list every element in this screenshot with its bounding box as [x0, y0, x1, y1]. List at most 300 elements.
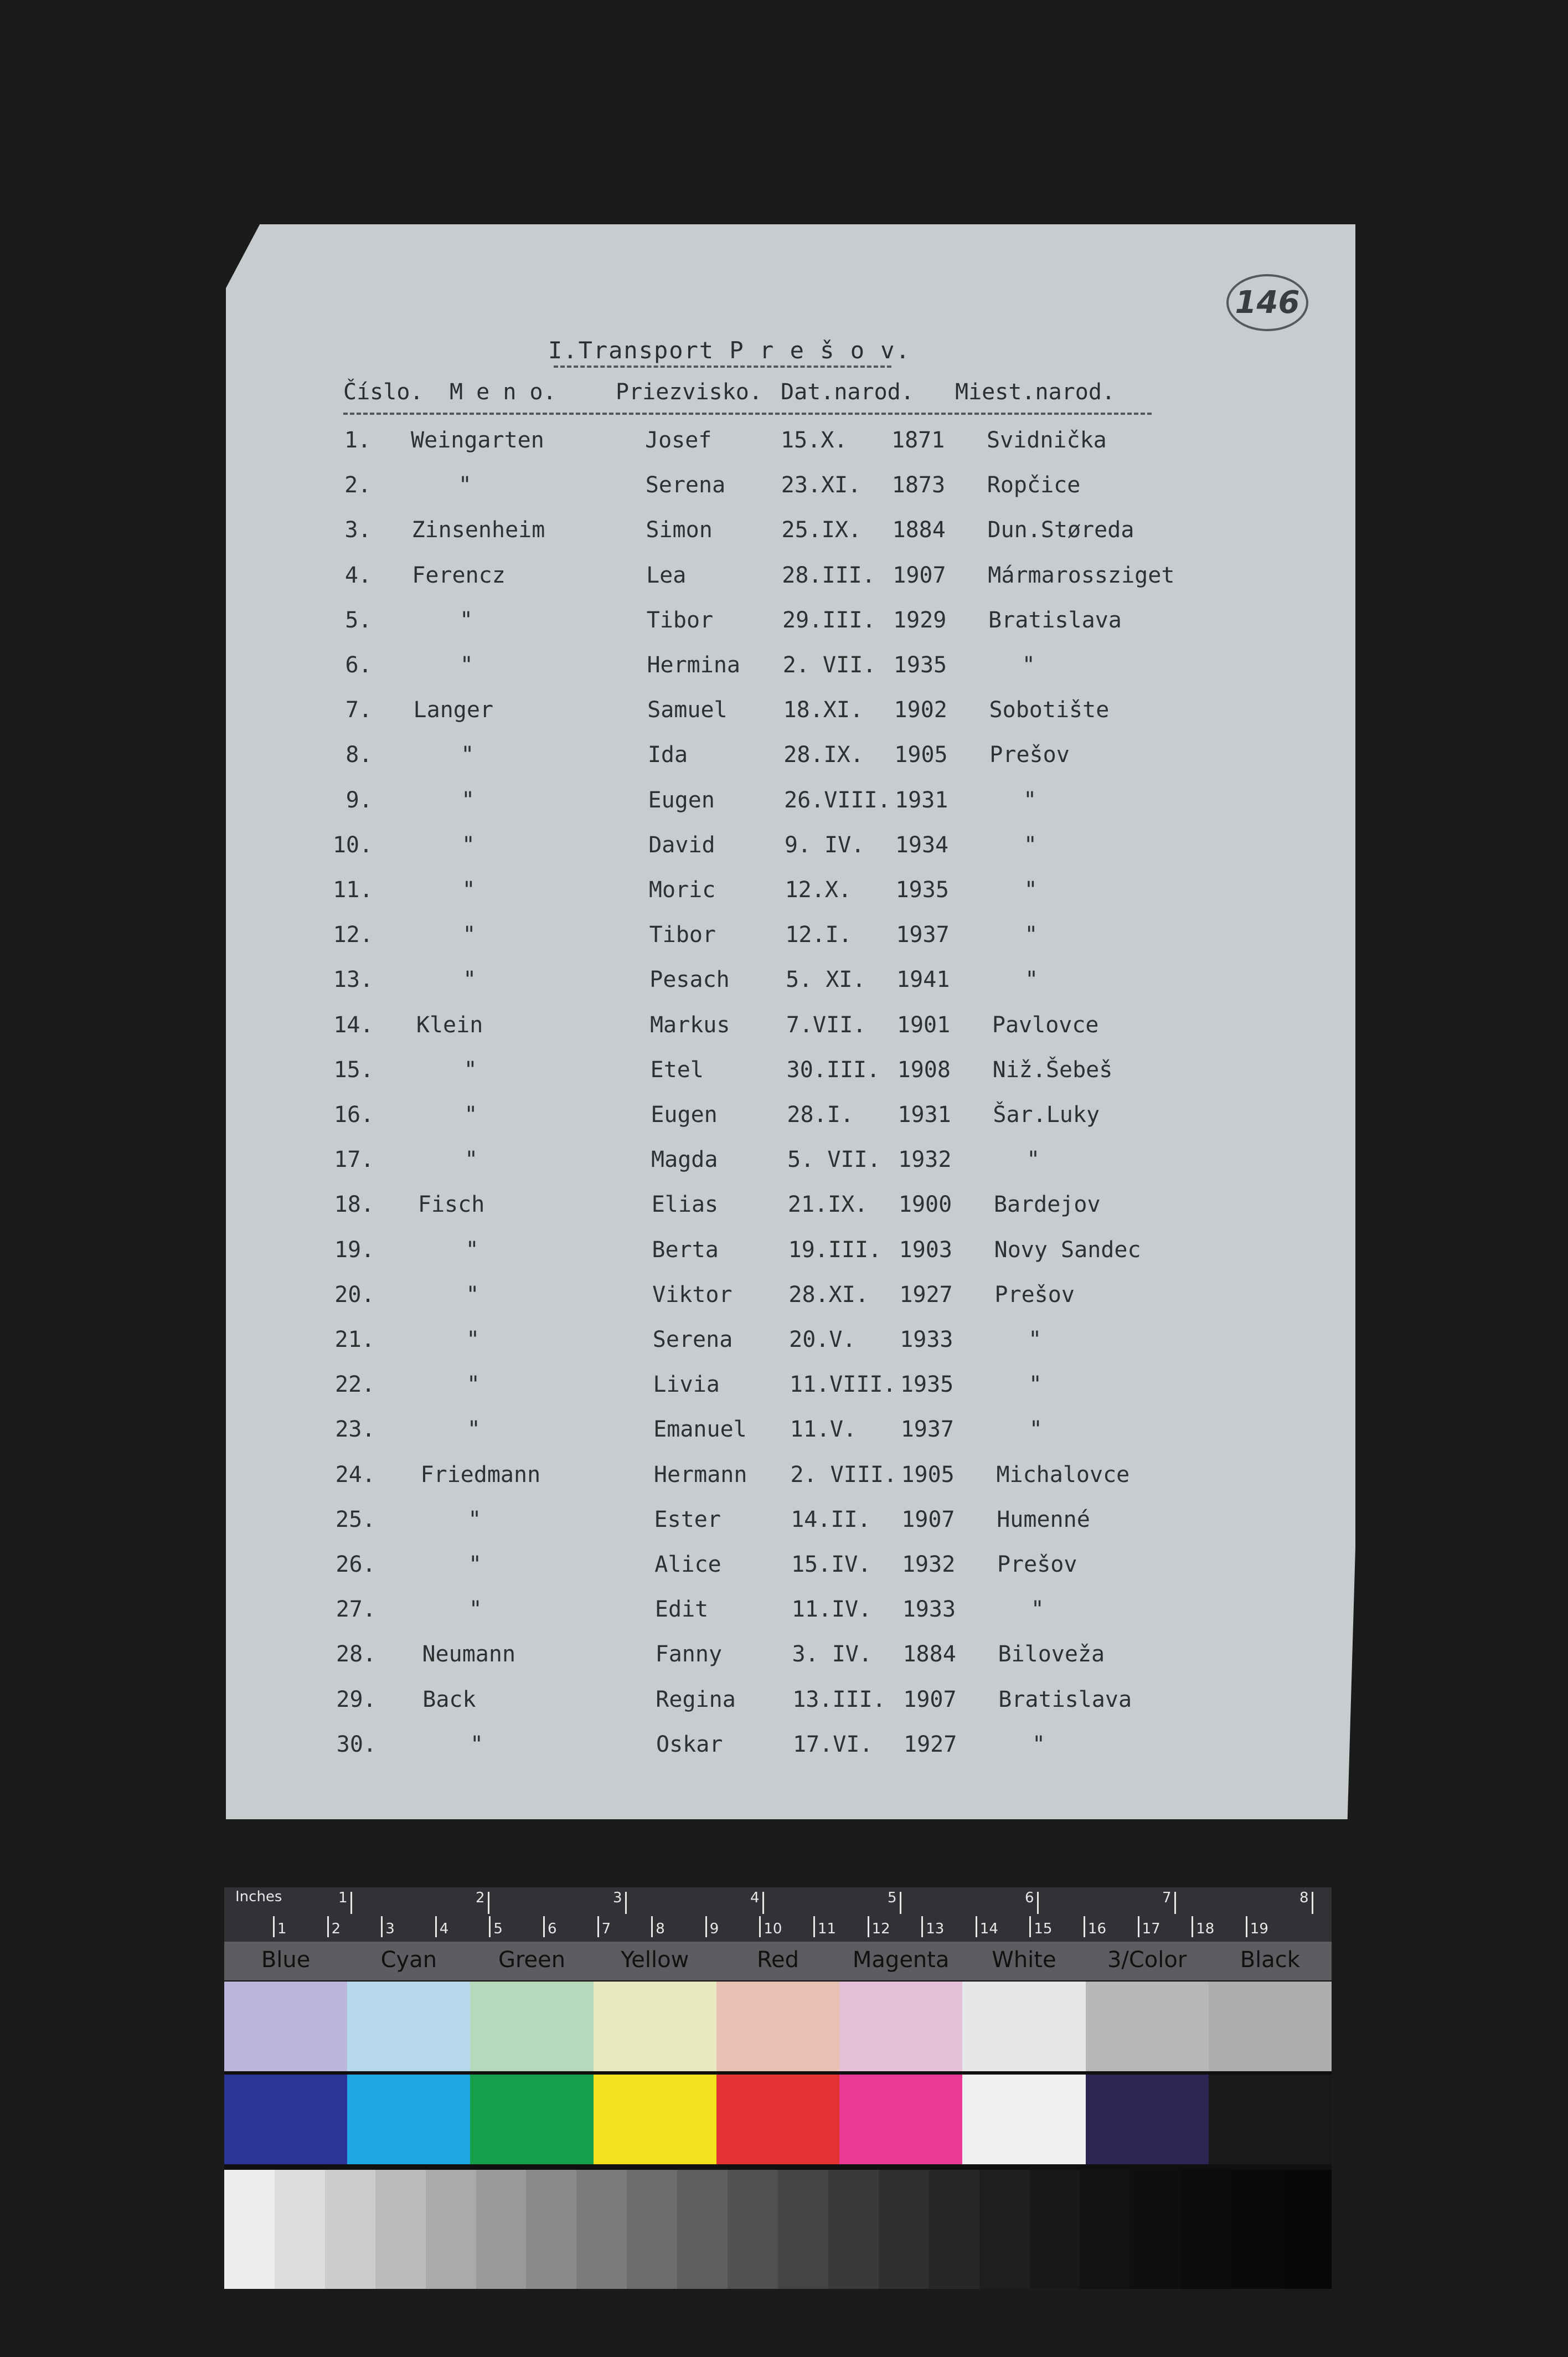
light-color-patch — [470, 1982, 593, 2071]
patch-label: 3/Color — [1107, 1947, 1187, 1973]
table-row — [0, 428, 1568, 466]
cell-year: 1933 — [900, 1327, 953, 1352]
cm-number: 10 — [764, 1921, 782, 1937]
cell-year: 1873 — [891, 472, 946, 498]
table-row — [0, 1282, 1568, 1321]
light-color-patch — [594, 1982, 716, 2071]
cm-number: 4 — [439, 1921, 449, 1937]
cell-surname: " — [465, 1147, 478, 1173]
table-row — [0, 967, 1568, 1006]
table-row — [0, 877, 1568, 916]
cell-num: 24. — [335, 1461, 375, 1488]
cell-date: 25.IX. — [781, 517, 862, 543]
table-row — [0, 1687, 1568, 1726]
cell-num: 15. — [333, 1057, 374, 1083]
cell-surname: " — [466, 1282, 479, 1308]
inch-number: 5 — [888, 1890, 897, 1906]
cm-tick — [705, 1916, 707, 1937]
cell-place: Novy Sandec — [994, 1237, 1141, 1263]
cell-place: Svidnička — [987, 428, 1107, 453]
cell-given: Tibor — [646, 607, 714, 633]
light-patch-row — [224, 1982, 1332, 2071]
strong-color-patch — [1086, 2075, 1209, 2164]
cell-surname: " — [461, 787, 475, 813]
cell-num: 30. — [336, 1731, 376, 1757]
cell-year: 1934 — [895, 832, 949, 858]
light-color-patch — [839, 1982, 962, 2071]
cell-given: Livia — [653, 1372, 720, 1398]
cell-num: 16. — [333, 1102, 374, 1128]
cell-year: 1937 — [900, 1417, 955, 1443]
cell-given: Oskar — [656, 1731, 723, 1757]
cell-surname: " — [464, 1102, 478, 1128]
cell-surname: Langer — [413, 697, 494, 723]
cell-num: 13. — [333, 967, 374, 993]
table-row — [0, 652, 1568, 691]
strong-color-patch — [224, 2075, 347, 2164]
cell-date: 28.I. — [787, 1102, 854, 1128]
grey-patch — [828, 2170, 879, 2289]
cell-year: 1931 — [895, 787, 948, 813]
cell-date: 3. IV. — [792, 1641, 872, 1668]
cell-year: 1935 — [900, 1372, 954, 1398]
cell-date: 11.V. — [790, 1417, 857, 1443]
table-row — [0, 1327, 1568, 1366]
cell-given: Eugen — [651, 1102, 718, 1128]
cell-surname: " — [463, 1057, 477, 1083]
cell-surname: Klein — [416, 1012, 483, 1038]
grey-patch — [929, 2170, 979, 2289]
cell-given: Emanuel — [653, 1417, 747, 1443]
cm-tick — [759, 1916, 761, 1937]
cell-given: Ester — [654, 1506, 721, 1532]
inch-tick — [762, 1892, 764, 1914]
cm-number: 19 — [1250, 1921, 1268, 1937]
inch-number: 2 — [476, 1890, 485, 1906]
cell-given: Serena — [645, 472, 726, 498]
cell-place: " — [1023, 832, 1037, 858]
cm-tick — [868, 1916, 869, 1937]
cell-given: Moric — [648, 877, 716, 903]
grey-patch — [1130, 2170, 1180, 2289]
cell-given: Fanny — [655, 1641, 723, 1668]
grey-patch — [677, 2170, 728, 2289]
cell-place: " — [1024, 877, 1038, 903]
grey-patch — [325, 2170, 375, 2289]
table-row — [0, 1237, 1568, 1276]
cell-date: 12.X. — [785, 877, 852, 903]
table-row — [0, 922, 1568, 961]
cell-num: 5. — [345, 607, 372, 633]
cell-place: Biloveža — [998, 1641, 1105, 1668]
cm-number: 2 — [331, 1921, 341, 1937]
strong-color-patch — [716, 2075, 839, 2164]
cell-place: Šar.Luky — [993, 1102, 1100, 1128]
cm-number: 12 — [871, 1921, 890, 1937]
strong-color-patch — [839, 2075, 962, 2164]
cm-number: 18 — [1196, 1921, 1215, 1937]
light-color-patch — [962, 1982, 1085, 2071]
cell-date: 30.III. — [786, 1057, 880, 1083]
light-color-patch — [1209, 1982, 1332, 2071]
inch-tick — [1312, 1892, 1313, 1914]
cell-place: Humenné — [997, 1506, 1090, 1532]
table-row — [0, 472, 1568, 511]
cell-num: 18. — [334, 1192, 374, 1218]
grey-patch — [275, 2170, 325, 2289]
grey-patch — [224, 2170, 275, 2289]
cell-surname: " — [461, 832, 475, 858]
cell-surname: Fisch — [417, 1192, 485, 1218]
cm-tick — [976, 1916, 977, 1937]
strong-color-patch — [962, 2075, 1085, 2164]
cell-num: 22. — [334, 1372, 375, 1398]
cell-given: Pesach — [649, 967, 730, 993]
cell-place: Bratislava — [988, 607, 1122, 633]
cell-place: Mármarossziget — [988, 562, 1175, 588]
cell-place: " — [1032, 1731, 1046, 1757]
cell-place: Ropčice — [987, 472, 1081, 498]
cell-surname: Back — [422, 1686, 476, 1712]
cm-number: 15 — [1034, 1921, 1053, 1937]
cell-date: 26.VIII. — [784, 787, 891, 813]
cell-year: 1937 — [896, 922, 950, 948]
grey-patch — [526, 2170, 576, 2289]
cell-year: 1884 — [902, 1641, 956, 1668]
cell-date: 5. XI. — [786, 967, 866, 993]
cell-surname: Zinsenheim — [411, 517, 545, 543]
cell-date: 2. VIII. — [790, 1461, 898, 1488]
cell-date: 19.III. — [788, 1237, 882, 1263]
light-color-patch — [347, 1982, 470, 2071]
cm-tick — [1029, 1916, 1031, 1937]
cell-date: 2. VII. — [782, 652, 876, 678]
grey-patch — [1030, 2170, 1080, 2289]
cm-tick — [327, 1916, 329, 1937]
table-row — [0, 1552, 1568, 1591]
cell-given: Tibor — [649, 922, 716, 948]
cell-surname: " — [462, 922, 476, 948]
inch-number: 8 — [1299, 1890, 1309, 1906]
cell-num: 6. — [345, 652, 372, 678]
cm-tick — [543, 1916, 545, 1937]
column-header-surname: Priezvisko. — [616, 379, 762, 405]
inch-tick — [1174, 1892, 1176, 1914]
inch-number: 3 — [613, 1890, 622, 1906]
cell-num: 11. — [333, 877, 373, 903]
cell-date: 14.II. — [791, 1506, 871, 1532]
table-row — [0, 1597, 1568, 1635]
cell-given: David — [648, 832, 715, 858]
table-row — [0, 1147, 1568, 1186]
cell-date: 11.VIII. — [789, 1372, 896, 1398]
cm-number: 1 — [277, 1921, 287, 1937]
table-row — [0, 1507, 1568, 1546]
inch-tick — [625, 1892, 627, 1914]
cell-num: 2. — [344, 472, 372, 498]
cell-year: 1903 — [899, 1237, 952, 1263]
cell-given: Josef — [645, 428, 712, 453]
cell-num: 10. — [332, 832, 373, 858]
grey-patch — [375, 2170, 426, 2289]
cell-given: Alice — [654, 1552, 721, 1577]
cell-place: " — [1028, 1372, 1043, 1398]
strong-patch-row — [224, 2075, 1332, 2164]
cell-year: 1927 — [899, 1282, 953, 1308]
cell-num: 4. — [344, 562, 372, 588]
light-color-patch — [1086, 1982, 1209, 2071]
cell-surname: " — [470, 1731, 484, 1757]
cell-num: 27. — [336, 1597, 376, 1623]
cell-num: 23. — [335, 1417, 375, 1443]
cm-tick — [273, 1916, 275, 1937]
patch-label: Magenta — [852, 1947, 950, 1973]
table-row — [0, 1641, 1568, 1680]
cell-given: Simon — [646, 517, 713, 543]
cm-number: 9 — [709, 1921, 719, 1937]
cell-date: 15.X. — [781, 428, 848, 453]
table-row — [0, 563, 1568, 601]
cell-place: Bardejov — [993, 1192, 1101, 1218]
grey-patch — [476, 2170, 527, 2289]
ruler — [224, 1887, 1332, 1942]
inch-tick — [900, 1892, 901, 1914]
cell-year: 1884 — [892, 517, 946, 543]
cell-year: 1929 — [893, 607, 947, 633]
cell-date: 13.III. — [792, 1686, 886, 1712]
cell-place: " — [1025, 967, 1039, 993]
cell-num: 26. — [336, 1552, 376, 1577]
inch-tick — [350, 1892, 352, 1914]
grey-patch — [979, 2170, 1030, 2289]
grey-patch — [1281, 2170, 1332, 2289]
table-row — [0, 1192, 1568, 1231]
cell-surname: " — [462, 877, 476, 903]
cm-number: 13 — [926, 1921, 945, 1937]
grey-patch — [1080, 2170, 1130, 2289]
grey-scale-row — [224, 2170, 1332, 2289]
patch-label: Yellow — [621, 1947, 689, 1973]
cm-number: 7 — [601, 1921, 611, 1937]
cell-surname: " — [468, 1552, 482, 1577]
cell-place: Prešov — [997, 1552, 1077, 1577]
table-row — [0, 1462, 1568, 1501]
cell-year: 1900 — [898, 1192, 952, 1218]
cell-date: 28.IX. — [783, 742, 864, 768]
grey-patch — [778, 2170, 828, 2289]
cell-given: Hermina — [647, 652, 741, 678]
cell-year: 1905 — [901, 1461, 955, 1488]
strong-color-patch — [1209, 2075, 1332, 2164]
patch-label: Red — [756, 1947, 799, 1973]
cell-place: Michalovce — [996, 1461, 1130, 1488]
cm-number: 3 — [385, 1921, 395, 1937]
cell-num: 7. — [345, 697, 373, 723]
cell-place: " — [1024, 922, 1038, 948]
cell-surname: " — [461, 742, 474, 768]
cell-given: Serena — [652, 1327, 733, 1352]
cell-date: 15.IV. — [791, 1552, 871, 1577]
cell-num: 19. — [334, 1237, 375, 1263]
cell-given: Ida — [647, 742, 688, 768]
column-header-birthplace: Miest.narod. — [955, 379, 1115, 405]
cell-given: Berta — [652, 1237, 719, 1263]
document-title: I.Transport P r e š o v. — [548, 337, 911, 364]
cm-tick — [921, 1916, 923, 1937]
cell-year: 1871 — [891, 428, 945, 453]
cm-number: 17 — [1142, 1921, 1160, 1937]
cell-year: 1933 — [902, 1597, 956, 1623]
cell-given: Samuel — [647, 697, 728, 723]
cell-given: Lea — [646, 562, 687, 588]
grey-patch — [627, 2170, 677, 2289]
cell-date: 7.VII. — [786, 1012, 866, 1038]
cell-num: 28. — [336, 1641, 376, 1668]
cell-date: 11.IV. — [791, 1597, 872, 1623]
table-row — [0, 788, 1568, 826]
cm-number: 6 — [548, 1921, 557, 1937]
cell-year: 1931 — [898, 1102, 951, 1128]
cell-year: 1932 — [901, 1552, 956, 1577]
cm-number: 11 — [818, 1921, 837, 1937]
cell-date: 21.IX. — [787, 1192, 868, 1218]
cm-number: 16 — [1088, 1921, 1107, 1937]
table-row — [0, 1372, 1568, 1411]
cell-surname: " — [460, 607, 473, 633]
patch-label: Green — [498, 1947, 566, 1973]
cm-number: 8 — [656, 1921, 665, 1937]
cell-date: 23.XI. — [781, 472, 862, 498]
inch-number: 1 — [338, 1890, 348, 1906]
table-row — [0, 1732, 1568, 1771]
cell-surname: " — [460, 652, 473, 678]
cell-year: 1935 — [895, 877, 949, 903]
cell-year: 1907 — [903, 1686, 957, 1712]
cm-number: 14 — [979, 1921, 998, 1937]
inch-number: 6 — [1025, 1890, 1034, 1906]
column-header-birthdate: Dat.narod. — [781, 379, 914, 405]
table-row — [0, 1102, 1568, 1141]
cell-given: Edit — [654, 1597, 709, 1623]
inch-tick — [1037, 1892, 1039, 1914]
cell-date: 28.III. — [782, 562, 875, 588]
cell-num: 21. — [334, 1327, 375, 1352]
cell-place: Bratislava — [998, 1686, 1132, 1712]
table-row — [0, 608, 1568, 646]
cell-surname: " — [465, 1237, 479, 1263]
cell-surname: " — [467, 1417, 481, 1443]
cell-place: Sobotište — [989, 697, 1110, 723]
grey-patch — [728, 2170, 778, 2289]
cell-year: 1927 — [904, 1731, 957, 1757]
column-header-number: Číslo. — [343, 379, 424, 405]
grey-patch — [426, 2170, 476, 2289]
inch-number: 4 — [750, 1890, 760, 1906]
patch-label: Cyan — [380, 1947, 437, 1973]
cell-surname: " — [458, 472, 472, 498]
cell-surname: " — [463, 967, 477, 993]
cell-year: 1941 — [896, 967, 950, 993]
cell-num: 17. — [334, 1147, 374, 1173]
cell-given: Elias — [651, 1192, 719, 1218]
ruler-label: Inches — [235, 1888, 282, 1905]
cm-tick — [597, 1916, 599, 1937]
cell-year: 1901 — [896, 1012, 951, 1038]
cell-date: 18.XI. — [783, 697, 864, 723]
grey-patch — [1180, 2170, 1231, 2289]
cell-given: Etel — [650, 1057, 704, 1083]
cell-surname: Weingarten — [411, 428, 544, 453]
color-target — [224, 1887, 1332, 2289]
cell-year: 1907 — [893, 562, 946, 588]
cell-place: Niž.Šebeš — [992, 1057, 1113, 1083]
cell-place: " — [1030, 1597, 1044, 1623]
cell-place: " — [1022, 652, 1035, 678]
cell-num: 1. — [344, 428, 371, 453]
cm-number: 5 — [493, 1921, 503, 1937]
cell-num: 29. — [336, 1686, 376, 1712]
cell-year: 1907 — [901, 1506, 955, 1532]
cell-surname: " — [466, 1372, 481, 1398]
cell-place: Prešov — [994, 1282, 1075, 1308]
cell-date: 9. IV. — [784, 832, 865, 858]
cell-year: 1905 — [894, 742, 948, 768]
cell-num: 9. — [345, 787, 373, 813]
cell-given: Regina — [656, 1686, 736, 1712]
cell-year: 1902 — [894, 697, 947, 723]
cell-date: 5. VII. — [787, 1147, 881, 1173]
cell-given: Eugen — [648, 787, 715, 813]
table-row — [0, 517, 1568, 556]
cell-num: 12. — [333, 922, 373, 948]
folio-stamp: 146 — [1226, 274, 1308, 331]
cell-surname: " — [466, 1327, 480, 1352]
cell-num: 8. — [345, 742, 373, 768]
cell-given: Markus — [649, 1012, 730, 1038]
light-color-patch — [224, 1982, 347, 2071]
cell-surname: " — [468, 1506, 482, 1532]
cell-place: Pavlovce — [992, 1012, 1099, 1038]
cm-tick — [489, 1916, 491, 1937]
table-row — [0, 1012, 1568, 1051]
cell-surname: Neumann — [422, 1641, 516, 1668]
cm-tick — [381, 1916, 383, 1937]
table-row — [0, 697, 1568, 736]
table-row — [0, 832, 1568, 871]
inch-number: 7 — [1162, 1890, 1172, 1906]
grey-patch — [576, 2170, 627, 2289]
cell-year: 1908 — [897, 1057, 951, 1083]
cm-tick — [651, 1916, 653, 1937]
cell-date: 17.VI. — [793, 1731, 873, 1757]
cm-tick — [1192, 1916, 1193, 1937]
patch-label-strip — [224, 1942, 1332, 1980]
column-header-name: M e n o. — [450, 379, 556, 405]
cell-given: Hermann — [653, 1461, 747, 1488]
grey-patch — [879, 2170, 929, 2289]
cell-given: Magda — [651, 1147, 718, 1173]
cm-tick — [1084, 1916, 1085, 1937]
cell-place: Prešov — [989, 742, 1070, 768]
cell-date: 28.XI. — [788, 1282, 869, 1308]
cm-tick — [1246, 1916, 1247, 1937]
cell-num: 25. — [336, 1506, 376, 1532]
cm-tick — [1138, 1916, 1139, 1937]
cell-num: 3. — [344, 517, 372, 543]
cell-date: 20.V. — [789, 1327, 856, 1352]
strong-color-patch — [594, 2075, 716, 2164]
table-row — [0, 742, 1568, 781]
